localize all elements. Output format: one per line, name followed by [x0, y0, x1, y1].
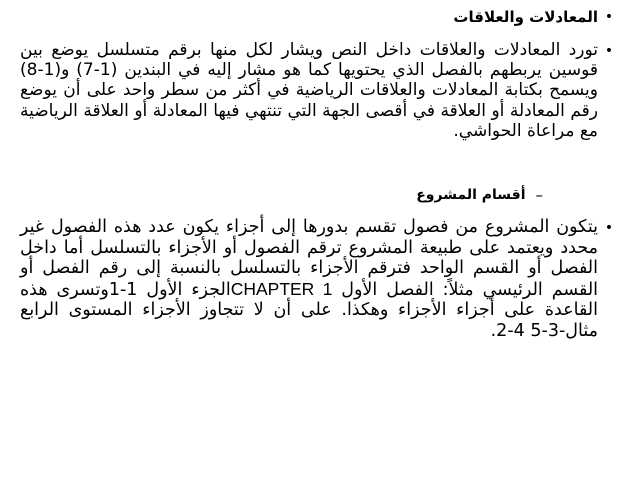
subheading-title: أقسام المشروع [416, 187, 526, 203]
paragraph-equations-text: تورد المعادلات والعلاقات داخل النص ويشار لكل منها برقم متسلسل يوضع بين قوسين يربطهم بالفصل الذي يحتويها كما هو مشار إليه في البندين (1-7) و(1-8) ويسمح بكتابة المعادلات والعلاقات الرياضية في أكثر من سطر واحد على أن يوضع رقم المعادلة أو العلاقة في أقصى الجهة التي تنتهي فيها المعادلة أو العلاقة الرياضية مع مراعاة الحواشي. [20, 40, 598, 141]
paragraph-sections-part2: الجزء الأول 1-1وتسرى هذه القاعدة على أجزاء الأجزاء وهكذا. على أن لا تتجاوز الأجزاء المستوى الرابع مثال-3-5 4-2. [20, 279, 598, 341]
bullet-icon: • [604, 43, 614, 59]
paragraph-equations [20, 40, 620, 141]
chapter-label: CHAPTER 1 [230, 278, 333, 299]
paragraph-sections-part1: يتكون المشروع من فصول تقسم بدورها إلى أجزاء يكون عدد هذه الفصول غير محدد ويعتمد على طبيعة المشروع ترقم الفصول أو الأجزاء بالتسلسل أما داخل الفصل أو القسم الواحد فترقم الأجزاء بالتسلسل بالنسبة إلى رقم الفصل أو القسم الرئيسي مثلاً: الفصل الأول [20, 217, 599, 300]
bullet-icon: • [604, 220, 614, 236]
dash-icon: – [535, 186, 543, 204]
subheading-item [416, 184, 543, 206]
paragraph-sections-text [20, 217, 598, 342]
heading-item [20, 6, 620, 28]
heading-title: المعادلات والعلاقات [453, 8, 598, 26]
paragraph-sections [20, 217, 620, 342]
bullet-icon: • [604, 9, 614, 25]
